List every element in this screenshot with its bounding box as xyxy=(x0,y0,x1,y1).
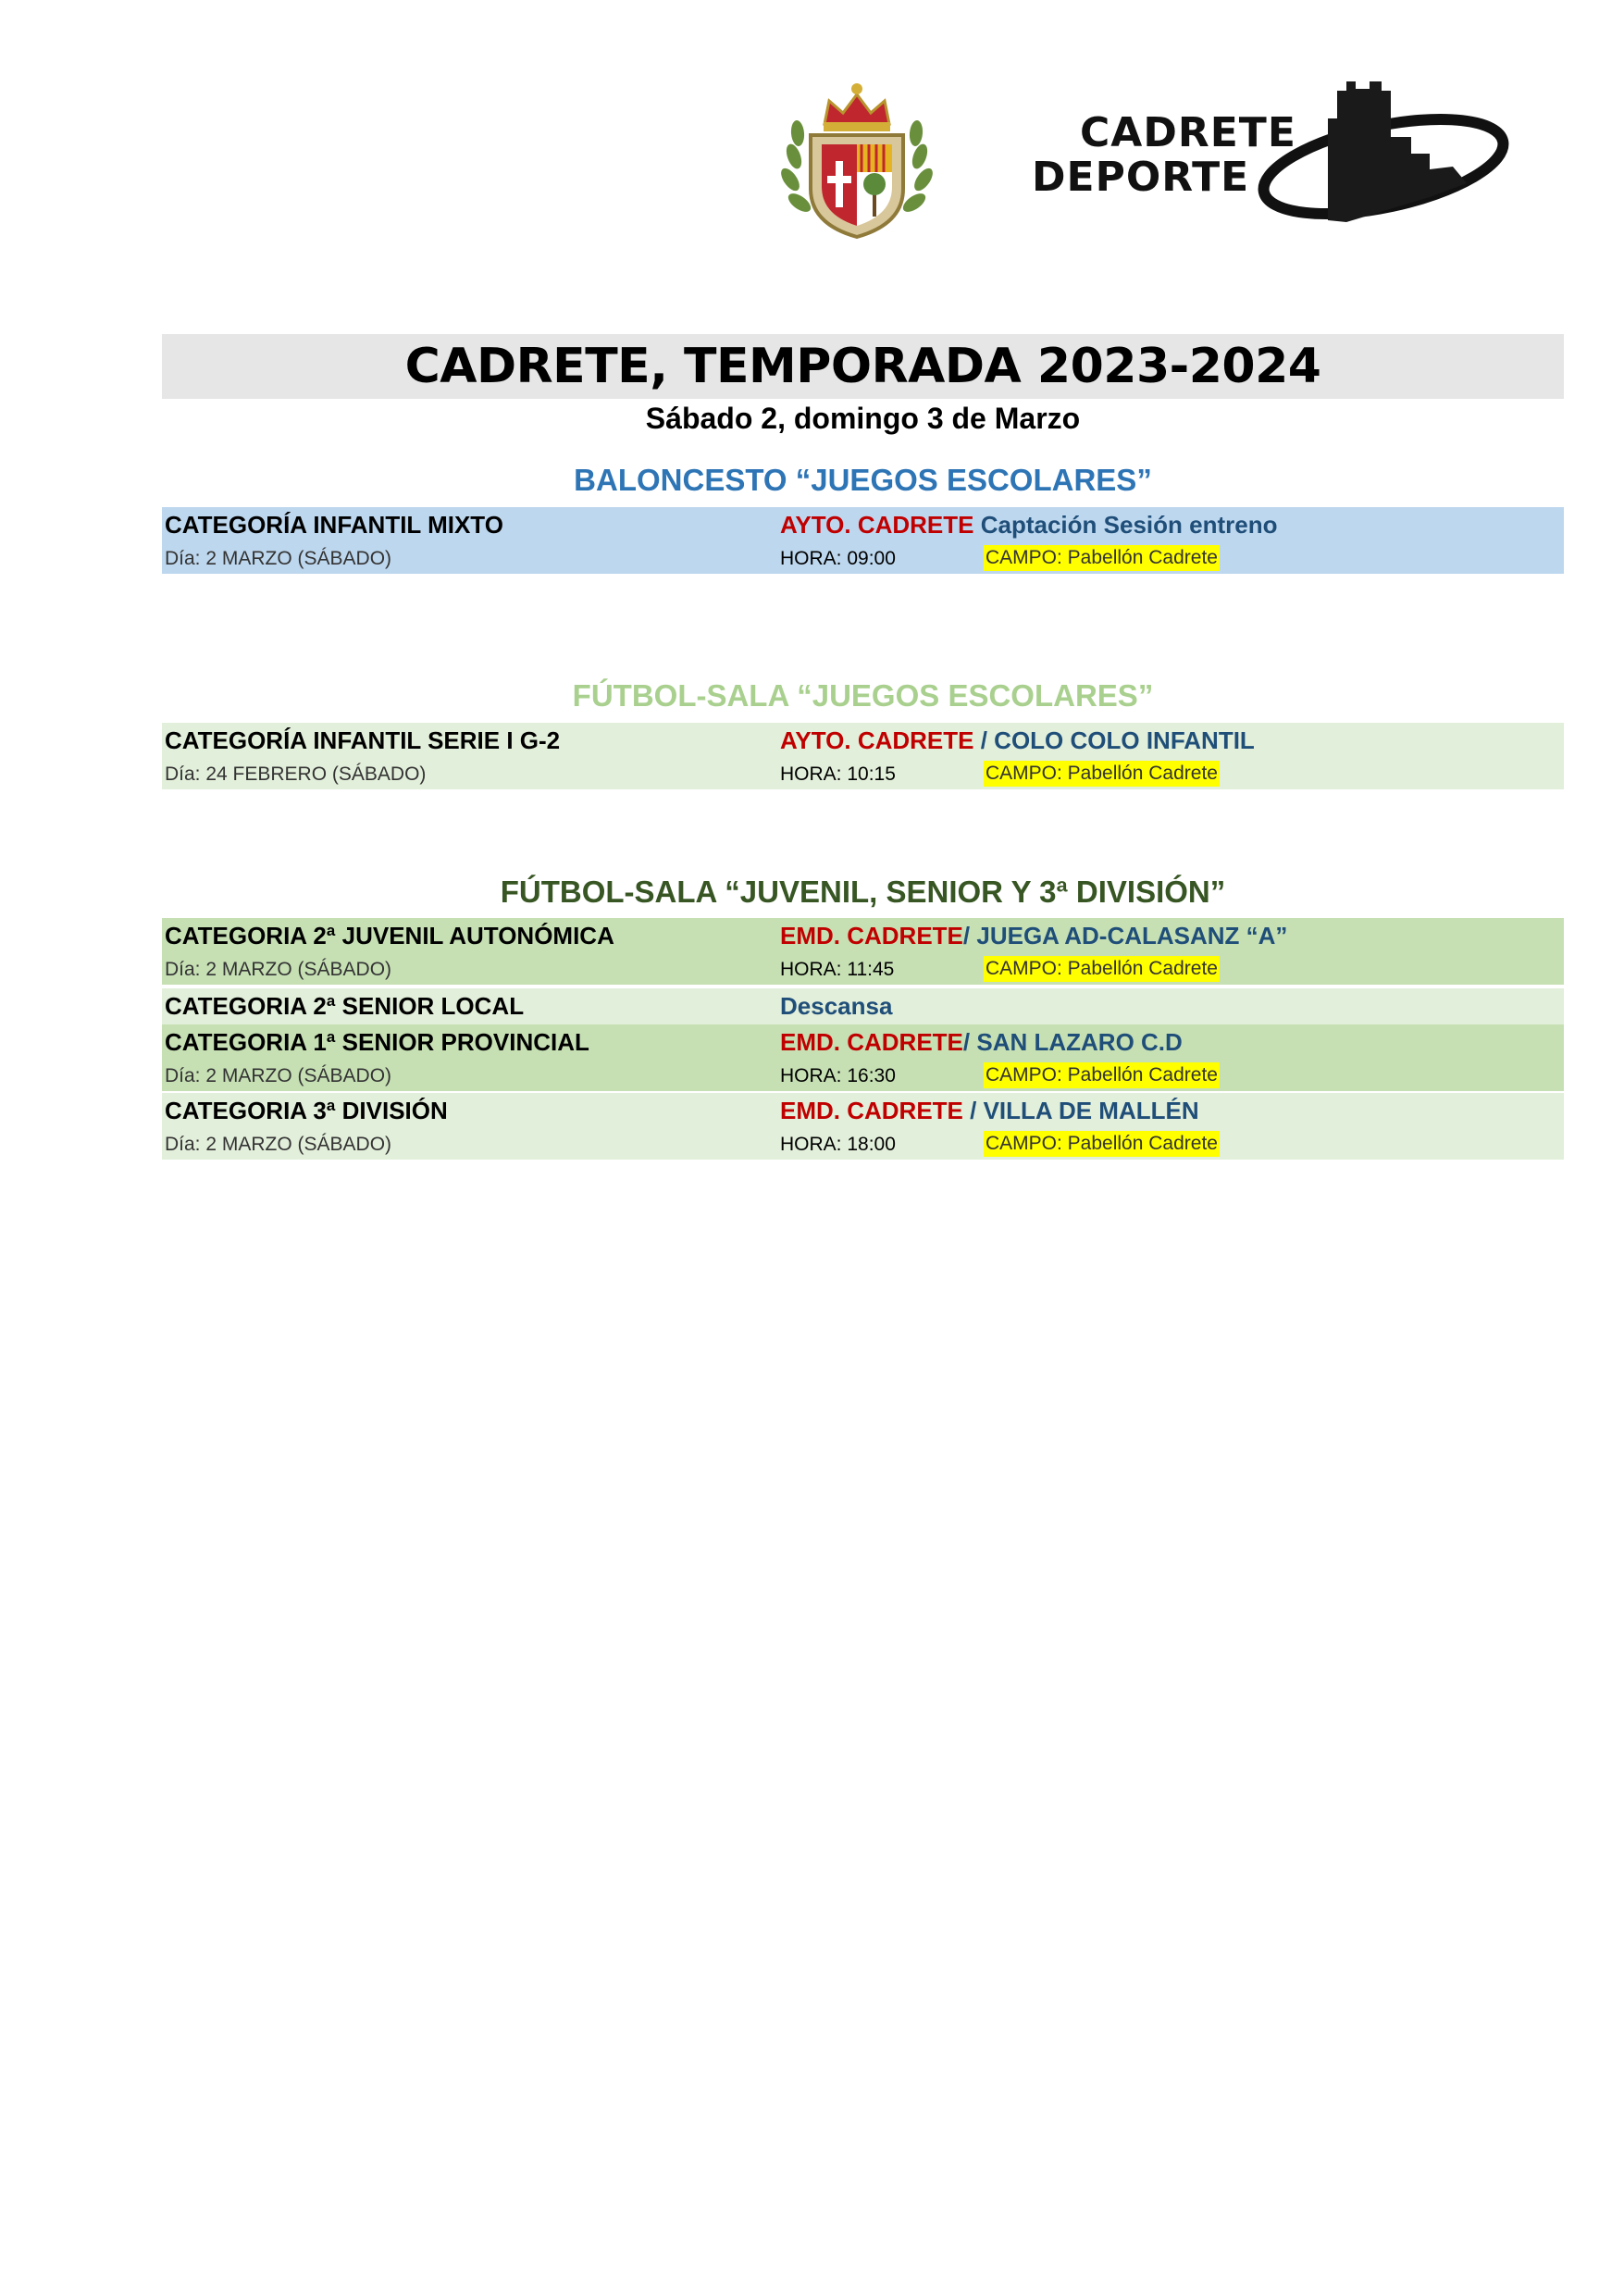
cadrete-deporte-logo xyxy=(1032,81,1513,239)
section-title-futbol-sala-escolares: FÚTBOL-SALA “JUEGOS ESCOLARES” xyxy=(572,678,1154,713)
match-date: Día: 2 MARZO (SÁBADO) xyxy=(165,1134,392,1155)
match-details-row xyxy=(162,1129,1564,1160)
away-team: Captación Sesión entreno xyxy=(980,511,1278,539)
match-row xyxy=(162,988,1564,1024)
match-time: HORA: 10:15 xyxy=(780,763,896,785)
match-venue: CAMPO: Pabellón Cadrete xyxy=(984,545,1220,571)
team-separator: / xyxy=(973,726,995,754)
logo-line2: DEPORTE xyxy=(1032,154,1250,201)
section-title-baloncesto: BALONCESTO “JUEGOS ESCOLARES” xyxy=(574,463,1152,497)
match-date: Día: 24 FEBRERO (SÁBADO) xyxy=(165,763,427,785)
category-label: CATEGORIA 3ª DIVISIÓN xyxy=(165,1097,448,1124)
logo-line1: CADRETE xyxy=(1080,109,1296,156)
away-team: COLO COLO INFANTIL xyxy=(994,726,1255,754)
team-separator xyxy=(974,511,981,539)
match-row xyxy=(162,1093,1564,1129)
rest-label: Descansa xyxy=(780,992,893,1020)
match-time: HORA: 09:00 xyxy=(780,548,896,569)
match-date: Día: 2 MARZO (SÁBADO) xyxy=(165,959,392,980)
teams xyxy=(780,918,1287,954)
teams xyxy=(780,1093,1199,1129)
match-details-row xyxy=(162,954,1564,985)
match-venue: CAMPO: Pabellón Cadrete xyxy=(984,956,1220,982)
match-row xyxy=(162,1024,1564,1061)
away-team: SAN LAZARO C.D xyxy=(976,1028,1183,1056)
team-separator: / xyxy=(962,922,977,949)
section-title-futbol-sala-senior: FÚTBOL-SALA “JUVENIL, SENIOR Y 3ª DIVISIÓN” xyxy=(500,875,1226,909)
page-subtitle: Sábado 2, domingo 3 de Marzo xyxy=(645,402,1081,435)
teams xyxy=(780,723,1255,759)
home-team: EMD. CADRETE xyxy=(780,1097,963,1124)
match-row xyxy=(162,918,1564,954)
category-label: CATEGORIA 1ª SENIOR PROVINCIAL xyxy=(165,1028,589,1056)
page-title: CADRETE, TEMPORADA 2023-2024 xyxy=(404,339,1321,394)
teams xyxy=(780,507,1277,543)
match-row xyxy=(162,723,1564,759)
team-separator: / xyxy=(962,1097,984,1124)
match-details-row xyxy=(162,759,1564,789)
match-venue: CAMPO: Pabellón Cadrete xyxy=(984,1131,1220,1157)
category-label: CATEGORIA 2ª SENIOR LOCAL xyxy=(165,992,525,1020)
match-time: HORA: 11:45 xyxy=(780,959,895,980)
away-team: JUEGA AD-CALASANZ “A” xyxy=(976,922,1288,949)
match-date: Día: 2 MARZO (SÁBADO) xyxy=(165,548,392,569)
match-row xyxy=(162,507,1564,543)
teams xyxy=(780,1024,1183,1061)
match-venue: CAMPO: Pabellón Cadrete xyxy=(984,761,1220,787)
match-details-row xyxy=(162,543,1564,574)
category-label: CATEGORÍA INFANTIL SERIE I G-2 xyxy=(165,726,561,754)
team-separator: / xyxy=(962,1028,977,1056)
match-time: HORA: 16:30 xyxy=(780,1065,896,1086)
coat-of-arms-icon xyxy=(774,68,940,244)
home-team: AYTO. CADRETE xyxy=(780,511,974,539)
match-date: Día: 2 MARZO (SÁBADO) xyxy=(165,1065,392,1086)
category-label: CATEGORIA 2ª JUVENIL AUTONÓMICA xyxy=(165,922,614,949)
category-label: CATEGORÍA INFANTIL MIXTO xyxy=(165,511,503,539)
away-team: VILLA DE MALLÉN xyxy=(983,1097,1199,1124)
match-venue: CAMPO: Pabellón Cadrete xyxy=(984,1062,1220,1088)
match-details-row xyxy=(162,1061,1564,1091)
match-time: HORA: 18:00 xyxy=(780,1134,896,1155)
home-team: EMD. CADRETE xyxy=(780,922,963,949)
home-team: EMD. CADRETE xyxy=(780,1028,963,1056)
home-team: AYTO. CADRETE xyxy=(780,726,974,754)
